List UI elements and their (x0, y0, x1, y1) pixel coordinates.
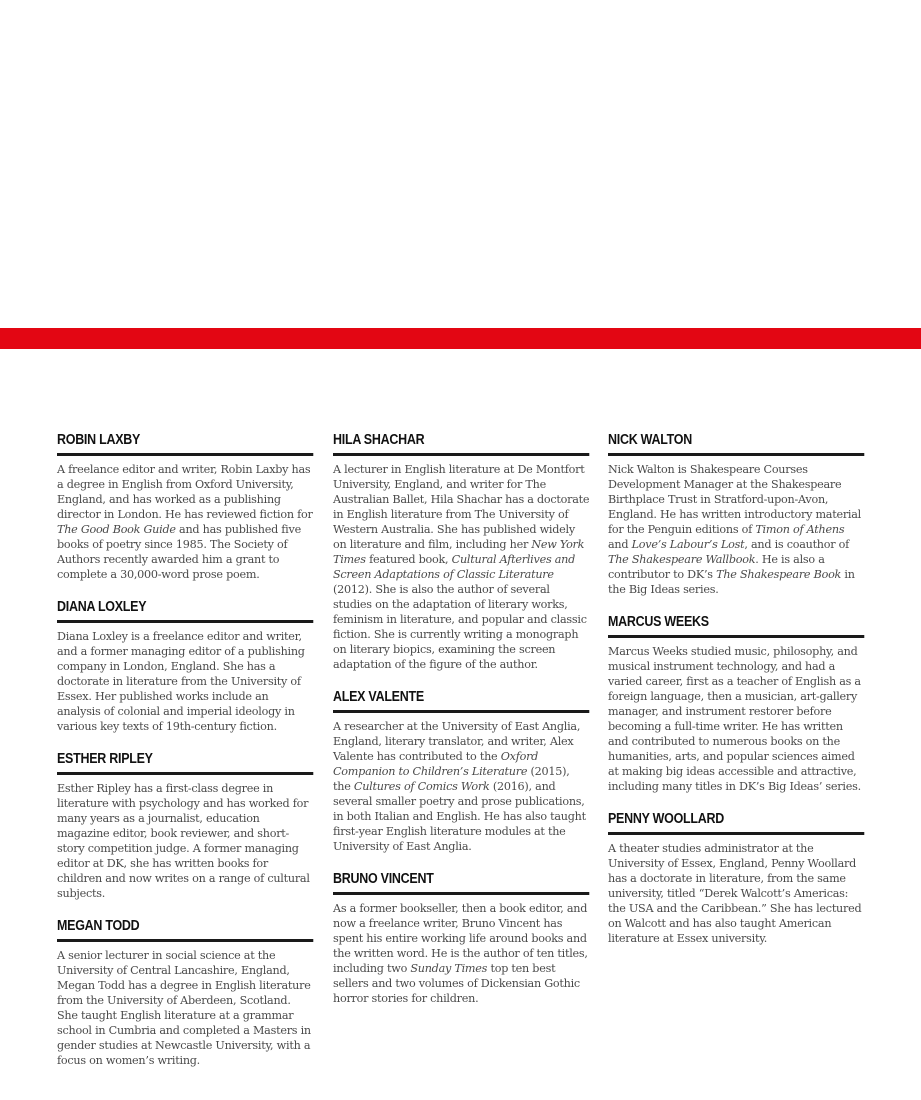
bio-text: Diana Loxley is a freelance editor and writer, and a former managing editor of a publishing company in London, England. She has a doctorate in literature from the University of Essex. Her published works include an analysis of colonial and imperial ideology in various key texts of 19th-century fiction. (57, 630, 305, 733)
column-2 (333, 431, 590, 1022)
bio-title-italic: Cultures of Comics Work (353, 780, 490, 793)
contributor-bio (57, 462, 314, 582)
bio-title-italic: Sunday Times (410, 962, 488, 975)
bio-text: (2012). She is also the author of several studies on the adaptation of literary works, feminism in literature, and popular and classic fiction. She is currently writing a monograph on literary biopics, examining the screen adaptation of the figure of the author. (333, 583, 587, 671)
contributor-entry (608, 613, 865, 794)
bio-text: Esther Ripley has a first-class degree in literature with psychology and has worked for many years as a journalist, education magazine editor, book reviewer, and short-story competition judge. A former managing editor at DK, she has written books for children and now writes on a range of cultural subjects. (57, 782, 310, 900)
contributor-entry (57, 750, 314, 901)
bio-title-italic: Oxford Companion to Children’s Literature (333, 750, 539, 778)
bio-title-italic: Cultural Afterlives and Screen Adaptations of Classic Literature (333, 553, 576, 581)
contributor-bio (333, 719, 590, 854)
contributor-entry (57, 917, 314, 1068)
bio-title-italic: New York Times (333, 538, 585, 566)
contributor-name: DIANA LOXLEY (57, 598, 313, 623)
contributor-name: MEGAN TODD (57, 917, 313, 942)
contributor-bio (608, 644, 865, 794)
bio-title-italic: The Shakespeare Wallbook (608, 553, 756, 566)
contributor-name: ROBIN LAXBY (57, 431, 313, 456)
bio-text: in the Big Ideas series. (608, 568, 855, 596)
bio-text: and has published five books of poetry since 1985. The Society of Authors recently awarded him a grant to complete a 30,000-word prose poem. (57, 523, 301, 581)
contributor-entry (608, 431, 865, 597)
bio-title-italic: The Good Book Guide (57, 523, 176, 536)
contributor-entry (57, 598, 314, 734)
bio-title-italic: The Shakespeare Book (716, 568, 842, 581)
contributor-entry (57, 431, 314, 582)
contributor-bio (57, 781, 314, 901)
bio-text: A senior lecturer in social science at the University of Central Lancashire, England, Megan Todd has a degree in English literature from the University of Aberdeen, Scotland. She taught English literature at a grammar school in Cumbria and completed a Masters in gender studies at Newcastle University, with a focus on women’s writing. (57, 949, 311, 1067)
bio-text: (2015), the (333, 765, 570, 793)
contributor-bio (333, 462, 590, 672)
contributor-bio (57, 948, 314, 1068)
contributor-bio (57, 629, 314, 734)
column-1 (57, 431, 314, 1084)
contributor-bio (608, 841, 865, 946)
bio-text: A lecturer in English literature at De Montfort University, England, and writer for The Australian Ballet, Hila Shachar has a doctorate in English literature from The University of Western Australia. She has published widely on literature and film, including her (333, 463, 590, 551)
bio-text: featured book, (365, 553, 452, 566)
column-3 (608, 431, 865, 962)
contributor-entry (333, 688, 590, 854)
bio-text: , and is coauthor of (744, 538, 850, 551)
bio-text: (2016), and several smaller poetry and prose publications, in both Italian and English. He has also taught first-year English literature modules at the University of East Anglia. (333, 780, 586, 853)
bio-text: Nick Walton is Shakespeare Courses Development Manager at the Shakespeare Birthplace Trust in Stratford-upon-Avon, England. He has written introductory material for the Penguin editions of (608, 463, 862, 536)
bio-text: top ten best sellers and two volumes of Dickensian Gothic horror stories for children. (333, 962, 580, 1005)
bio-text: As a former bookseller, then a book editor, and now a freelance writer, Bruno Vincent has spent his entire working life around books and the written word. He is the author of ten titles, including two (333, 902, 588, 975)
red-header-band (0, 328, 921, 349)
bio-title-italic: Love’s Labour’s Lost (631, 538, 745, 551)
contributor-name: BRUNO VINCENT (333, 870, 589, 895)
contributor-name: HILA SHACHAR (333, 431, 589, 456)
contributor-name: PENNY WOOLLARD (608, 810, 864, 835)
bio-text: A researcher at the University of East Anglia, England, literary translator, and writer, Alex Valente has contributed to the (333, 720, 581, 763)
contributor-entry (333, 870, 590, 1006)
contributor-name: ALEX VALENTE (333, 688, 589, 713)
contributor-name: NICK WALTON (608, 431, 864, 456)
bio-text: A freelance editor and writer, Robin Laxby has a degree in English from Oxford University, England, and has worked as a publishing director in London. He has reviewed fiction for (57, 463, 313, 521)
contributor-name: MARCUS WEEKS (608, 613, 864, 638)
contributor-bio (608, 462, 865, 597)
contributor-bio (333, 901, 590, 1006)
bio-text: and (608, 538, 632, 551)
bio-text: A theater studies administrator at the University of Essex, England, Penny Woollard has a doctorate in literature, from the same university, titled “Derek Walcott’s Americas: the USA and the Caribbean.” She has lectured on Walcott and has also taught American literature at Essex university. (608, 842, 862, 945)
bio-text: Marcus Weeks studied music, philosophy, and musical instrument technology, and had a varied career, first as a teacher of English as a foreign language, then a musician, art-gallery manager, and instrument restorer before becoming a full-time writer. He has written and contributed to numerous books on the humanities, arts, and popular sciences aimed at making big ideas accessible and attractive, including many titles in DK’s Big Ideas’ series. (608, 645, 861, 793)
contributor-name: ESTHER RIPLEY (57, 750, 313, 775)
contributor-entry (608, 810, 865, 946)
bio-text: . He is also a contributor to DK’s (608, 553, 825, 581)
contributor-entry (333, 431, 590, 672)
bio-title-italic: Timon of Athens (755, 523, 845, 536)
